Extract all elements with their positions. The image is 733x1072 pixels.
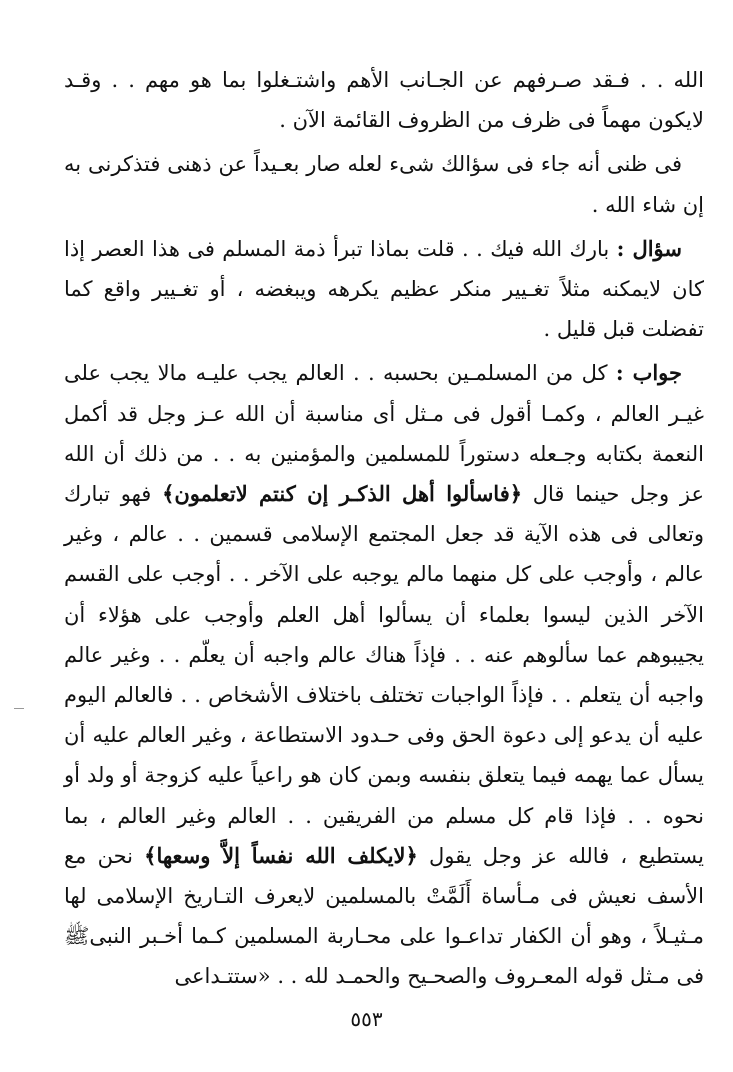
paragraph-question xyxy=(64,229,704,350)
question-text: بارك الله فيك . . قلت بماذا تبرأ ذمة المسلم فى هذا العصر إذا كان لايمكنه مثلاً تغـيير منكر عظيم يكرهه ويبغضه ، أو تغـيير واقع كما تفضلت قبل قليل . xyxy=(64,236,704,342)
answer-text-part-2: فهو تبارك وتعالى فى هذه الآية قد جعل المجتمع الإسلامى قسمين . . عالم ، وغير عالم ، وأوجب على كل منهما مالم يوجبه على الآخر . . أوجب على القسم الآخر الذين ليسوا بعلماء أن يسألوا أهل العلم وأوجب على هؤلاء أن يجيبوهم عما سألوهم عنه . . فإذاً هناك عالم واجبه أن يعلّم . . وغير عالم واجبه أن يتعلم . . فإذاً الواجبات تختلف باختلاف الأشخاص . . فالعالم اليوم عليه أن يدعو إلى دعوة الحق وفى حـدود الاستطاعة ، وغير العالم عليه أن يسأل عما يهمه فيما يتعلق بنفسه وبمن كان هو راعياً عليه كزوجة أو ولد أو نحوه . . فإذا قام كل مسلم من الفريقين . . العالم وغير العالم ، بما يستطيع ، فالله عز وجل يقول xyxy=(64,482,704,868)
paragraph-memory-note xyxy=(64,144,704,224)
paragraph-text: فى ظنى أنه جاء فى سؤالك شىء لعله صار بعـيداً عن ذهنى فتذكرنى به إن شاء الله . xyxy=(64,152,704,217)
page-body xyxy=(64,60,704,1020)
answer-text-part-1: كل من المسلمـين بحسبه . . العالم يجب عليـه مالا يجب على غيـر العالم ، وكمـا أقول فى مـثل أى مناسبة أن الله عـز وجل قد أكمل النعمة بكتابه وجـعله دستوراً للمسلمين والمؤمنين به . . من ذلك أن الله عز وجل حينما قال xyxy=(64,361,705,507)
paragraph-answer xyxy=(64,353,704,996)
question-label: سؤال : xyxy=(616,235,682,261)
paragraph-text: الله . . فـقد صـرفهم عن الجـانب الأهم واشتـغلوا بما هو مهم . . وقـد لايكون مهماً فى ظرف من الظروف القائمة الآن . xyxy=(64,68,704,133)
page-number: ٥٥٣ xyxy=(350,1007,383,1031)
paragraph-continuation xyxy=(64,60,704,140)
quran-quote-no-soul-burdened: ﴿لايكلف الله نفساً إلاَّ وسعها﴾ xyxy=(144,842,418,868)
margin-mark xyxy=(14,708,24,709)
quran-quote-ask-people-of-knowledge: ﴿فاسألوا أهل الذكـر إن كنتم لاتعلمون﴾ xyxy=(162,481,523,507)
answer-text-part-3: نحن مع الأسف نعيش فى مـأساة أَلَمَّتْ بالمسلمين لايعرف التـاريخ الإسلامى لها مـثيـلاً ، وهو أن الكفار تداعـوا على محـاربة المسلمين كـما أخـبر النبىﷺ فى مـثل قوله المعـروف والصحـيح والحمـد لله . . «ستتـداعى xyxy=(64,843,704,989)
answer-label: جواب : xyxy=(615,360,683,386)
